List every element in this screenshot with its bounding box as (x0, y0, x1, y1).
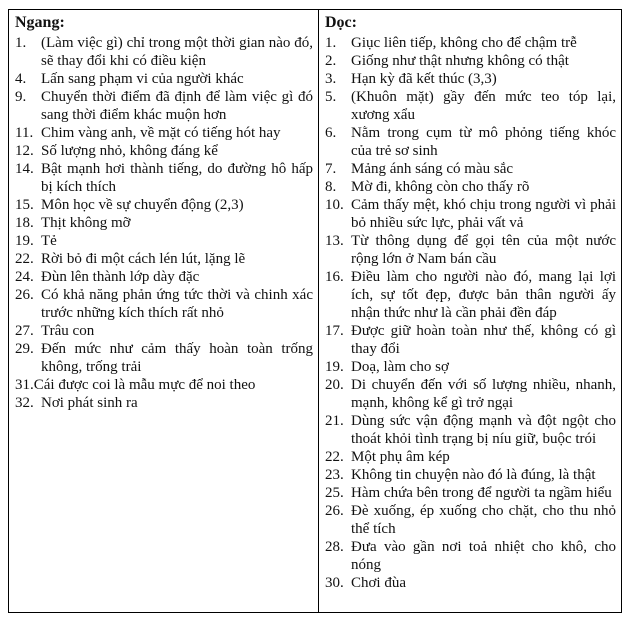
clue-row (325, 160, 616, 178)
clue-row (325, 52, 616, 70)
clue-text: Nằm trong cụm từ mô phỏng tiếng khóc của trẻ sơ sinh (351, 125, 616, 159)
clue-number: 19. (325, 359, 344, 375)
clue-text: Môn học về sự chuyển động (2,3) (41, 197, 244, 213)
clue-text: (Khuôn mặt) gầy đến mức teo tóp lại, xương xẩu (351, 89, 616, 123)
clue-row (325, 70, 616, 88)
clue-text: Chim vàng anh, về mặt có tiếng hót hay (41, 125, 281, 141)
clue-number: 26. (325, 503, 344, 519)
clue-text: Đùn lên thành lớp dày đặc (41, 269, 200, 285)
clue-row (15, 34, 313, 70)
clue-text: Dùng sức vận động mạnh và đột ngột cho thoát khỏi tình trạng bị níu giữ, buộc trói (351, 413, 616, 447)
clue-text: Được giữ hoàn toàn như thế, không có gì thay đổi (351, 323, 616, 357)
clue-row (15, 124, 313, 142)
clue-number: 30. (325, 575, 344, 591)
clue-text: Giống như thật nhưng không có thật (351, 53, 569, 69)
clue-text: Đưa vào gần nơi toả nhiệt cho khô, cho nóng (351, 539, 616, 573)
clue-row (15, 196, 313, 214)
clue-row (325, 412, 616, 448)
clue-number: 20. (325, 377, 344, 393)
clue-number: 22. (15, 251, 34, 267)
clue-text: Bật mạnh hơi thành tiếng, do đường hô hấp bị kích thích (41, 161, 313, 195)
clue-text: Hạn kỳ đã kết thúc (3,3) (351, 71, 497, 87)
clue-row (325, 538, 616, 574)
clue-text: Từ thông dụng để gọi tên của một nước rộng lớn ở Nam bán cầu (351, 233, 616, 267)
clue-text: Điều làm cho người nào đó, mang lại lợi ích, sự tốt đẹp, được bản thân người ấy nhận thức như là cần phải đền đáp (351, 269, 616, 321)
clue-number: 31. (15, 377, 34, 393)
clue-number: 9. (15, 89, 27, 105)
clue-number: 14. (15, 161, 34, 177)
clue-number: 1. (15, 35, 27, 51)
across-clue-list (15, 34, 313, 412)
clue-number: 24. (15, 269, 34, 285)
clue-row (325, 448, 616, 466)
clue-row (325, 466, 616, 484)
clue-row (325, 322, 616, 358)
clue-number: 27. (15, 323, 34, 339)
clue-number: 32. (15, 395, 34, 411)
clue-text: Thịt không mỡ (41, 215, 131, 231)
clue-row (15, 232, 313, 250)
clue-number: 15. (15, 197, 34, 213)
clue-number: 11. (15, 125, 34, 141)
clue-row (325, 268, 616, 322)
clue-number: 22. (325, 449, 344, 465)
clue-text: Một phụ âm kép (351, 449, 450, 465)
down-clue-list (325, 34, 616, 592)
clue-number: 25. (325, 485, 344, 501)
clue-text: Di chuyển đến với số lượng nhiều, nhanh, mạnh, không kể gì trở ngại (351, 377, 616, 411)
clue-text: Có khả năng phản ứng tức thời và chinh xác trước những kích thích rất nhỏ (41, 287, 313, 321)
clue-text: Tẻ (41, 233, 57, 249)
clue-text: Hàm chứa bên trong để người ta ngầm hiểu (351, 485, 612, 501)
clue-text: (Làm việc gì) chỉ trong một thời gian nào đó, sẽ thay đổi khi có điều kiện (41, 35, 313, 69)
clue-number: 19. (15, 233, 34, 249)
clue-text: Doạ, làm cho sợ (351, 359, 449, 375)
clue-text: Mờ đi, không còn cho thấy rõ (351, 179, 530, 195)
clue-row (325, 232, 616, 268)
clue-number: 8. (325, 179, 337, 195)
clue-number: 28. (325, 539, 344, 555)
clue-text: Cảm thấy mệt, khó chịu trong người vì phải bỏ nhiều sức lực, phải vất vả (351, 197, 616, 231)
clue-row (15, 250, 313, 268)
clue-text: Rời bỏ đi một cách lén lút, lặng lẽ (41, 251, 246, 267)
clue-number: 5. (325, 89, 337, 105)
clue-number: 2. (325, 53, 337, 69)
clue-number: 29. (15, 341, 34, 357)
clue-number: 16. (325, 269, 344, 285)
clue-number: 26. (15, 287, 34, 303)
across-clues-cell (9, 10, 318, 612)
clue-text: Số lượng nhỏ, không đáng kể (41, 143, 218, 159)
clue-row (325, 88, 616, 124)
clue-number: 4. (15, 71, 27, 87)
clue-row (325, 574, 616, 592)
clue-number: 12. (15, 143, 34, 159)
down-clues-cell (318, 10, 621, 612)
clue-row (325, 178, 616, 196)
clue-row (325, 502, 616, 538)
clue-row (15, 88, 313, 124)
clue-text: Đến mức như cảm thấy hoàn toàn trống không, trống trải (41, 341, 313, 375)
clue-text: Lấn sang phạm vi của người khác (41, 71, 244, 87)
clue-row (325, 124, 616, 160)
clue-number: 1. (325, 35, 337, 51)
clue-row (15, 142, 313, 160)
clue-number: 21. (325, 413, 344, 429)
clue-row (15, 286, 313, 322)
clue-text: Nơi phát sinh ra (41, 395, 138, 411)
clue-row (15, 322, 313, 340)
clue-text: Trâu con (41, 323, 95, 339)
clue-number: 17. (325, 323, 344, 339)
clue-text: Mảng ánh sáng có màu sắc (351, 161, 514, 177)
clue-row (325, 484, 616, 502)
clue-row (325, 376, 616, 412)
across-title: Ngang: (15, 14, 65, 31)
crossword-clue-table (8, 9, 622, 613)
clue-row (325, 34, 616, 52)
clue-row (15, 70, 313, 88)
clue-number: 6. (325, 125, 337, 141)
clue-text: Không tin chuyện nào đó là đúng, là thật (351, 467, 596, 483)
clue-row (15, 376, 313, 394)
clue-number: 23. (325, 467, 344, 483)
clue-text: Cái được coi là mẫu mực để noi theo (33, 377, 256, 393)
clue-number: 3. (325, 71, 337, 87)
clue-row (15, 268, 313, 286)
clue-row (15, 160, 313, 196)
clue-number: 7. (325, 161, 337, 177)
down-title: Dọc: (325, 14, 357, 31)
clue-text: Đè xuống, ép xuống cho chặt, cho thu nhỏ thể tích (351, 503, 616, 537)
clue-number: 18. (15, 215, 34, 231)
clue-row (15, 340, 313, 376)
clue-number: 13. (325, 233, 344, 249)
clue-row (15, 214, 313, 232)
clue-number: 10. (325, 197, 344, 213)
clue-row (325, 196, 616, 232)
clue-text: Chơi đùa (351, 575, 407, 591)
clue-text: Chuyển thời điểm đã định để làm việc gì đó sang thời điểm khác muộn hơn (41, 89, 313, 123)
clue-text: Giục liên tiếp, không cho để chậm trễ (351, 35, 577, 51)
clue-row (15, 394, 313, 412)
clue-row (325, 358, 616, 376)
